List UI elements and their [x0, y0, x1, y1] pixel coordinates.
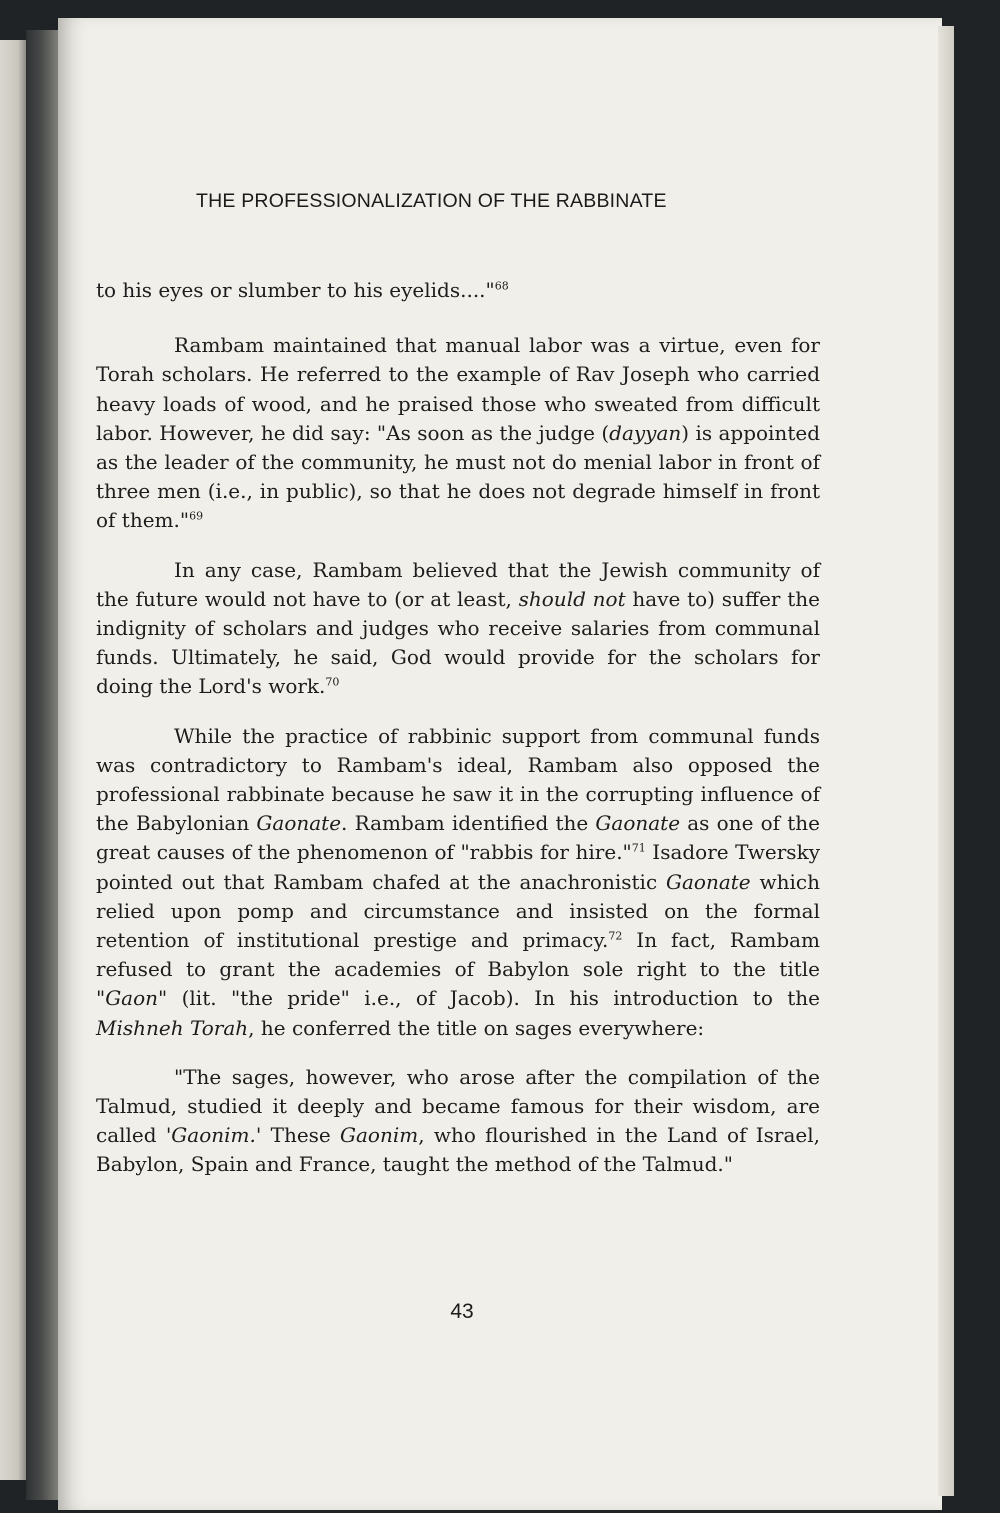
text-span: " (lit. "the pride" i.e., of Jacob). In his introduction to the: [158, 986, 820, 1011]
italic-term: Gaonate: [595, 811, 681, 836]
text-span: ) is appointed as the leader of the community, he must not do menial labor in front of three men (i.e., in public), so that he does not degrade himself in front of them.": [96, 420, 820, 533]
page-number: 43: [450, 1300, 474, 1323]
text-span: , he conferred the title on sages everywhere:: [248, 1015, 705, 1040]
footnote-ref: 72: [608, 929, 623, 943]
page-stack-edge: [938, 26, 954, 1496]
italic-term: should not: [518, 586, 626, 611]
italic-term: 'Gaonim.': [165, 1123, 262, 1148]
italic-term: dayyan: [609, 420, 682, 445]
paragraph-continuation: [96, 276, 820, 305]
paragraph-quotation: [96, 1063, 820, 1180]
footnote-ref: 71: [631, 841, 646, 855]
italic-term: Gaon: [105, 986, 159, 1011]
text-span: Isadore Twersky pointed out that Rambam chafed at the anachronistic: [96, 840, 820, 894]
paragraph-manual-labor: [96, 331, 820, 535]
footnote-ref: 68: [494, 279, 509, 293]
paragraph-future-community: [96, 556, 820, 702]
text-span: have to) suffer the indignity of scholars and judges who receive salaries from communal funds. Ultimately, he said, God would provide for the scholars for doing the Lord's work.: [96, 586, 820, 699]
text-span: In fact, Rambam refused to grant the academies of Babylon sole right to the title ": [96, 928, 821, 1011]
italic-term: Mishneh Torah: [96, 1015, 249, 1040]
paragraph-gaonate: [96, 722, 820, 1043]
text-span: as one of the great causes of the phenomenon of "rabbis for hire.": [96, 811, 821, 865]
italic-term: Gaonim: [340, 1123, 419, 1148]
text-span: While the practice of rabbinic support from communal funds was contradictory to Rambam's ideal, Rambam also opposed the professional rabbinate because he saw it in the corrupting influence of the Babylonian: [96, 723, 820, 836]
text-span: which relied upon pomp and circumstance and insisted on the formal retention of institutional prestige and primacy.: [96, 869, 820, 953]
italic-term: Gaonate: [256, 811, 342, 836]
running-head: THE PROFESSIONALIZATION OF THE RABBINATE: [196, 190, 667, 212]
text-span: to his eyes or slumber to his eyelids....": [96, 278, 495, 302]
text-span: . Rambam identified the: [341, 811, 596, 836]
text-span: These: [261, 1123, 341, 1148]
text-span: , who flourished in the Land of Israel, Babylon, Spain and France, taught the method of the Talmud.": [96, 1123, 820, 1177]
italic-term: Gaonate: [666, 869, 751, 894]
text-span: In any case, Rambam believed that the Jewish community of the future would not have to (or at least,: [96, 557, 820, 611]
footnote-ref: 70: [325, 675, 340, 689]
text-span: "The sages, however, who arose after the compilation of the Talmud, studied it deeply and became famous for their wisdom, are called: [96, 1064, 820, 1148]
page-body: [96, 276, 820, 1200]
footnote-ref: 69: [189, 509, 204, 523]
text-span: Rambam maintained that manual labor was a virtue, even for Torah scholars. He referred to the example of Rav Joseph who carried heavy loads of wood, and he praised those who sweated from difficult labor. However, he did say: "As soon as the judge (: [96, 333, 820, 445]
